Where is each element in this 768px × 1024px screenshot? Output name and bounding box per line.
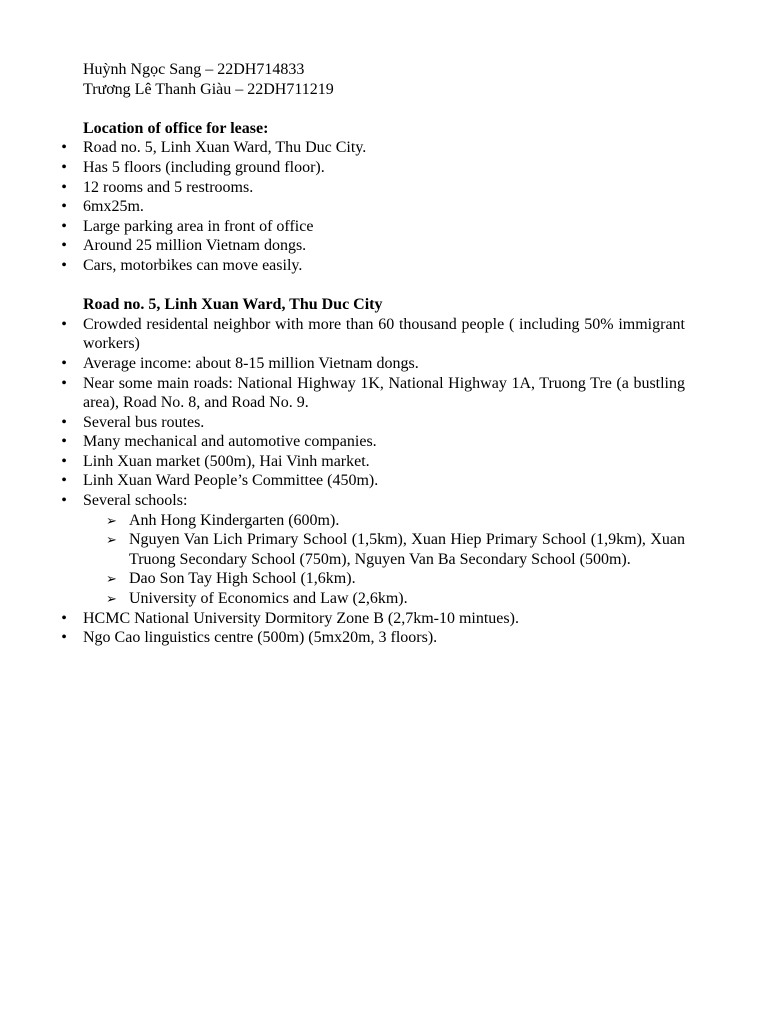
- arrow-bullet-icon: ➢: [106, 591, 117, 607]
- schools-sublist: [83, 511, 685, 609]
- spacer: [83, 99, 685, 119]
- location-bullet-list: [61, 138, 685, 275]
- list-item: • Many mechanical and automotive companies.: [83, 432, 685, 452]
- list-item: • HCMC National University Dormitory Zone B (2,7km-10 mintues).: [83, 609, 685, 629]
- spacer: [83, 276, 685, 296]
- list-item: • 12 rooms and 5 restrooms.: [83, 178, 685, 198]
- bullet-icon: •: [61, 158, 67, 176]
- arrow-bullet-icon: ➢: [106, 532, 117, 548]
- bullet-icon: •: [61, 256, 67, 274]
- bullet-icon: •: [61, 315, 67, 333]
- list-item: • Cars, motorbikes can move easily.: [83, 256, 685, 276]
- author-line: Trương Lê Thanh Giàu – 22DH711219: [83, 80, 334, 98]
- list-item: • 6mx25m.: [83, 197, 685, 217]
- bullet-icon: •: [61, 374, 67, 392]
- bullet-icon: •: [61, 492, 67, 510]
- list-item: • Linh Xuan market (500m), Hai Vinh market.: [83, 452, 685, 472]
- document-body: [61, 60, 685, 648]
- bullet-icon: •: [61, 178, 67, 196]
- author-line: Huỳnh Ngọc Sang – 22DH714833: [83, 61, 305, 78]
- list-item: • Average income: about 8-15 million Vietnam dongs.: [83, 354, 685, 374]
- sublist-item: ➢ Nguyen Van Lich Primary School (1,5km), Xuan Hiep Primary School (1,9km), Xuan Truong Secondary School (750m), Nguyen Van Ba Secondary School (500m).: [106, 531, 685, 568]
- bullet-icon: •: [61, 139, 67, 157]
- list-item: • Has 5 floors (including ground floor).: [83, 158, 685, 178]
- list-item: • Linh Xuan Ward People’s Committee (450m).: [83, 471, 685, 491]
- bullet-icon: •: [61, 609, 67, 627]
- bullet-icon: •: [61, 472, 67, 490]
- sublist-item: ➢ University of Economics and Law (2,6km).: [106, 590, 408, 608]
- bullet-icon: •: [61, 217, 67, 235]
- sublist-item: ➢ Anh Hong Kindergarten (600m).: [106, 511, 340, 529]
- list-item: • Several bus routes.: [83, 413, 685, 433]
- arrow-bullet-icon: ➢: [106, 512, 117, 528]
- bullet-icon: •: [61, 433, 67, 451]
- sublist-item: ➢ Dao Son Tay High School (1,6km).: [106, 570, 356, 588]
- bullet-icon: •: [61, 629, 67, 647]
- bullet-icon: •: [61, 354, 67, 372]
- bullet-icon: •: [61, 452, 67, 470]
- list-item: • Crowded residental neighbor with more than 60 thousand people ( including 50% immigrant workers): [83, 315, 685, 354]
- section-heading-road: Road no. 5, Linh Xuan Ward, Thu Duc City: [83, 296, 383, 314]
- list-item: • Large parking area in front of office: [83, 217, 685, 237]
- bullet-icon: •: [61, 413, 67, 431]
- arrow-bullet-icon: ➢: [106, 571, 117, 587]
- bullet-icon: •: [61, 198, 67, 216]
- list-item: • Ngo Cao linguistics centre (500m) (5mx20m, 3 floors).: [83, 628, 685, 648]
- bullet-icon: •: [61, 237, 67, 255]
- road-bullet-list: [61, 315, 685, 648]
- list-item: • Near some main roads: National Highway 1K, National Highway 1A, Truong Tre (a bustling area), Road No. 8, and Road No. 9.: [83, 374, 685, 413]
- list-item: • Several schools: ➢ Anh Hong Kindergarten (600m). ➢ Nguyen Van Lich Primary School (1,5km), Xuan Hiep Primary School (1,9km), Xuan Truong Secondary School (750m), Nguyen Van Ba Secondary School (500m). ➢ Dao Son Tay High School (1,6km). ➢ University of Economics and Law (2,6km).: [83, 491, 685, 609]
- list-item: • Around 25 million Vietnam dongs.: [83, 236, 685, 256]
- list-item: • Road no. 5, Linh Xuan Ward, Thu Duc City.: [83, 138, 685, 158]
- section-heading-location: Location of office for lease:: [83, 119, 269, 137]
